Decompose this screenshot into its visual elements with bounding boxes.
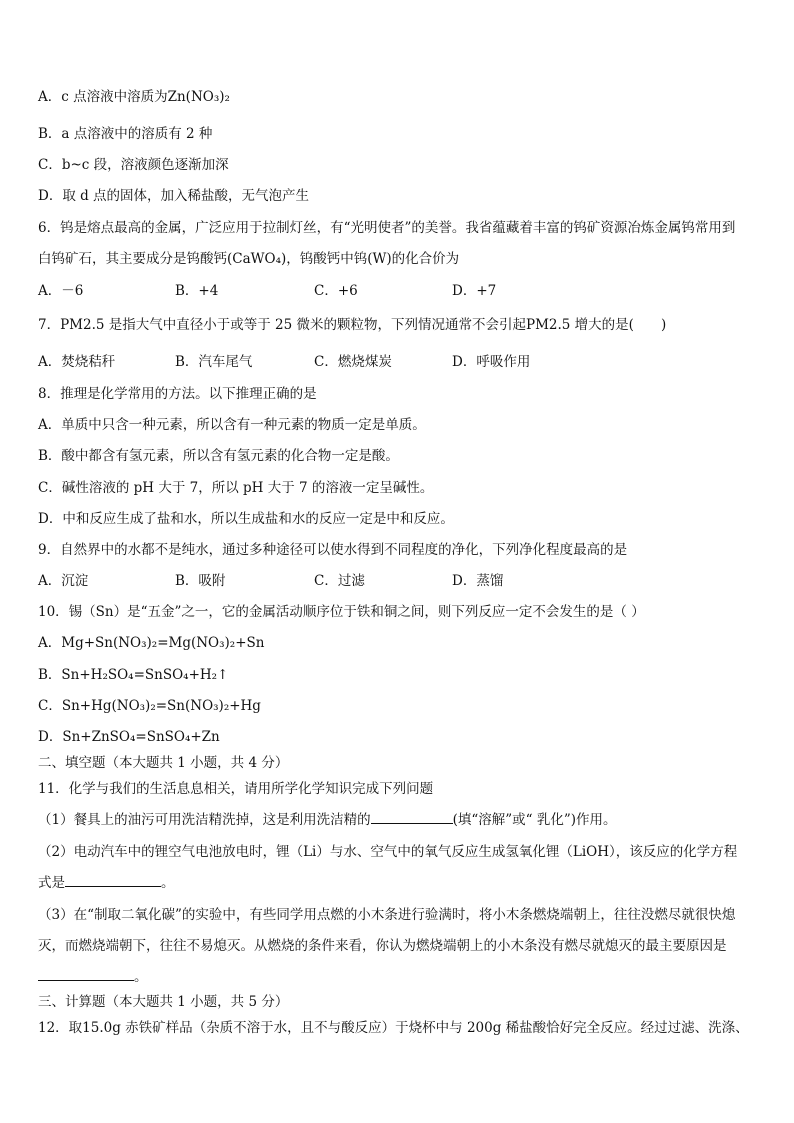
q7-option-d: D．呼吸作用 bbox=[452, 354, 531, 370]
q6-option-d: D．+7 bbox=[452, 283, 497, 299]
q10-option-a: A．Mg+Sn(NO₃)₂=Mg(NO₃)₂+Sn bbox=[38, 635, 265, 651]
q11-stem: 11．化学与我们的生活息息相关，请用所学化学知识完成下列问题 bbox=[38, 781, 434, 797]
q5-option-c: C．b~c 段，溶液颜色逐渐加深 bbox=[38, 157, 229, 173]
q7-option-b: B．汽车尾气 bbox=[175, 354, 253, 370]
q7-stem: 7．PM2.5 是指大气中直径小于或等于 25 微米的颗粒物，下列情况通常不会引起PM2.5 增大的是( ) bbox=[38, 317, 667, 333]
q8-option-b: B．酸中都含有氢元素，所以含有氢元素的化合物一定是酸。 bbox=[38, 448, 399, 464]
q8-stem: 8．推理是化学常用的方法。以下推理正确的是 bbox=[38, 386, 317, 402]
section-3-heading: 三、计算题（本大题共 1 小题，共 5 分） bbox=[38, 994, 289, 1010]
q11-part3-end: 。 bbox=[134, 969, 148, 985]
q6-stem-line1: 6．钨是熔点最高的金属，广泛应用于拉制灯丝，有“光明使者”的美誉。我省蕴藏着丰富的钨矿资源冶炼金属钨常用到 bbox=[38, 220, 736, 236]
q8-option-c: C．碱性溶液的 pH 大于 7，所以 pH 大于 7 的溶液一定呈碱性。 bbox=[38, 480, 434, 496]
q6-option-a: A．－6 bbox=[38, 283, 84, 299]
q7-option-a: A．焚烧秸秆 bbox=[38, 354, 116, 370]
q10-option-b: B．Sn+H₂SO₄=SnSO₄+H₂↑ bbox=[38, 667, 229, 683]
q11-part2-blank[interactable] bbox=[65, 886, 161, 887]
q9-option-c: C．过滤 bbox=[314, 573, 365, 589]
q11-part1-text: （1）餐具上的油污可用洗洁精洗掉，这是利用洗洁精的 bbox=[38, 812, 371, 828]
q11-part3-line1: （3）在“制取二氧化碳”的实验中，有些同学用点燃的小木条进行验满时，将小木条燃烧端朝上，往往没燃尽就很快熄 bbox=[38, 907, 736, 923]
q11-part2-text: 式是 bbox=[38, 875, 65, 891]
q5-option-a: A．c 点溶液中溶质为Zn(NO₃)₂ bbox=[38, 89, 230, 105]
q10-stem: 10．锡（Sn）是“五金”之一，它的金属活动顺序位于铁和铜之间，则下列反应一定不会发生的是（ ） bbox=[38, 604, 645, 620]
q11-part2-line1: （2）电动汽车中的锂空气电池放电时，锂（Li）与水、空气中的氧气反应生成氢氧化锂（LiOH），该反应的化学方程 bbox=[38, 844, 738, 860]
q6-stem-line2: 白钨矿石，其主要成分是钨酸钙(CaWO₄)，钨酸钙中钨(W)的化合价为 bbox=[38, 251, 460, 267]
q11-part3-line2: 灭，而燃烧端朝下，往往不易熄灭。从燃烧的条件来看，你认为燃烧端朝上的小木条没有燃尽就熄灭的最主要原因是 bbox=[38, 938, 727, 954]
q5-option-b: B．a 点溶液中的溶质有 2 种 bbox=[38, 126, 213, 142]
q8-option-a: A．单质中只含一种元素，所以含有一种元素的物质一定是单质。 bbox=[38, 417, 426, 433]
q11-part3-line3 bbox=[38, 969, 148, 985]
q10-option-c: C．Sn+Hg(NO₃)₂=Sn(NO₃)₂+Hg bbox=[38, 698, 261, 714]
q9-option-d: D．蒸馏 bbox=[452, 573, 504, 589]
q10-option-d: D．Sn+ZnSO₄=SnSO₄+Zn bbox=[38, 729, 220, 745]
q11-part1-blank[interactable] bbox=[371, 823, 453, 824]
q11-part1 bbox=[38, 812, 617, 828]
q9-option-b: B．吸附 bbox=[175, 573, 226, 589]
q11-part2-line2 bbox=[38, 875, 175, 891]
q11-part2-end: 。 bbox=[161, 875, 175, 891]
q9-option-a: A．沉淀 bbox=[38, 573, 89, 589]
q6-option-c: C．+6 bbox=[314, 283, 358, 299]
q11-part3-blank[interactable] bbox=[38, 980, 134, 981]
q6-option-b: B．+4 bbox=[175, 283, 219, 299]
q12-stem-line1: 12．取15.0g 赤铁矿样品（杂质不溶于水，且不与酸反应）于烧杯中与 200g 稀盐酸恰好完全反应。经过过滤、洗涤、 bbox=[38, 1020, 749, 1036]
section-2-heading: 二、填空题（本大题共 1 小题，共 4 分） bbox=[38, 755, 289, 771]
q8-option-d: D．中和反应生成了盐和水，所以生成盐和水的反应一定是中和反应。 bbox=[38, 511, 454, 527]
q7-option-c: C．燃烧煤炭 bbox=[314, 354, 392, 370]
q5-option-d: D．取 d 点的固体，加入稀盐酸，无气泡产生 bbox=[38, 188, 310, 204]
q9-stem: 9．自然界中的水都不是纯水，通过多种途径可以使水得到不同程度的净化，下列净化程度最高的是 bbox=[38, 542, 628, 558]
q11-part1-hint: (填“溶解”或“ 乳化”)作用。 bbox=[452, 812, 617, 828]
